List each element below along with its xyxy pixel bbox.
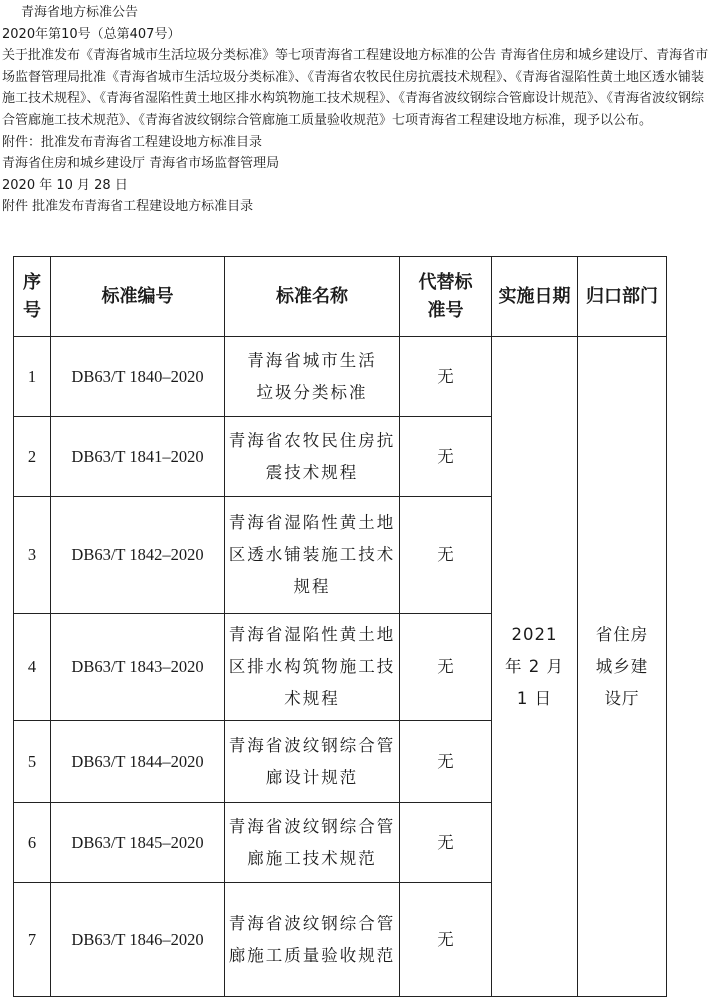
row-index: 7	[14, 883, 51, 997]
header-effective: 实施日期	[492, 257, 578, 337]
notice-body: 关于批准发布《青海省城市生活垃圾分类标准》等七项青海省工程建设地方标准的公告 青海省住房和城乡建设厅、青海省市场监督管理局批准《青海省城市生活垃圾分类标准》、《青海省农牧民住房抗震技术规程》、《青海省湿陷性黄土地区透水铺装施工技术规程》、《青海省湿陷性黄土地区排水构筑物施工技术规程》、《青海省波纹钢综合管廊设计规范》、《青海省波纹钢综合管廊施工技术规范》、《青海省波纹钢综合管廊施工质量验收规范》七项青海省工程建设地方标准，现予以公布。	[2, 48, 709, 128]
row-code: DB63/T 1841–2020	[51, 417, 225, 497]
row-name: 青海省农牧民住房抗震技术规程	[225, 417, 400, 497]
row-replaces: 无	[400, 614, 492, 721]
row-code: DB63/T 1842–2020	[51, 497, 225, 614]
row-name: 青海省波纹钢综合管廊施工质量验收规范	[225, 883, 400, 997]
header-name: 标准名称	[225, 257, 400, 337]
notice-attachment: 附件：批准发布青海省工程建设地方标准目录	[2, 134, 263, 150]
header-index: 序号	[14, 257, 51, 337]
notice-number: 2020年第10号（总第407号）	[2, 26, 181, 42]
row-replaces: 无	[400, 337, 492, 417]
row-index: 1	[14, 337, 51, 417]
header-code: 标准编号	[51, 257, 225, 337]
row-name: 青海省湿陷性黄土地区透水铺装施工技术规程	[225, 497, 400, 614]
row-replaces: 无	[400, 803, 492, 883]
row-code: DB63/T 1845–2020	[51, 803, 225, 883]
row-name: 青海省波纹钢综合管廊施工技术规范	[225, 803, 400, 883]
table-row	[14, 337, 667, 417]
notice-issuers: 青海省住房和城乡建设厅 青海省市场监督管理局	[2, 156, 280, 172]
header-replaces: 代替标准号	[400, 257, 492, 337]
notice-title: 青海省地方标准公告	[21, 5, 139, 20]
row-index: 2	[14, 417, 51, 497]
notice-date: 2020 年 10 月 28 日	[2, 177, 128, 193]
row-replaces: 无	[400, 883, 492, 997]
row-name: 青海省城市生活垃圾分类标准	[225, 337, 400, 417]
table-header-row	[14, 257, 667, 337]
row-code: DB63/T 1840–2020	[51, 337, 225, 417]
row-code: DB63/T 1844–2020	[51, 721, 225, 803]
row-index: 5	[14, 721, 51, 803]
row-replaces: 无	[400, 721, 492, 803]
row-replaces: 无	[400, 417, 492, 497]
effective-date: 2021 年 2 月 1 日	[492, 337, 578, 997]
row-code: DB63/T 1843–2020	[51, 614, 225, 721]
notice-header	[2, 2, 716, 218]
row-name: 青海省波纹钢综合管廊设计规范	[225, 721, 400, 803]
row-code: DB63/T 1846–2020	[51, 883, 225, 997]
header-dept: 归口部门	[578, 257, 667, 337]
attachment-title: 附件 批准发布青海省工程建设地方标准目录	[2, 199, 254, 215]
row-name: 青海省湿陷性黄土地区排水构筑物施工技术规程	[225, 614, 400, 721]
row-index: 4	[14, 614, 51, 721]
department: 省住房城乡建设厅	[578, 337, 667, 997]
row-replaces: 无	[400, 497, 492, 614]
row-index: 3	[14, 497, 51, 614]
row-index: 6	[14, 803, 51, 883]
standards-table	[13, 256, 667, 997]
